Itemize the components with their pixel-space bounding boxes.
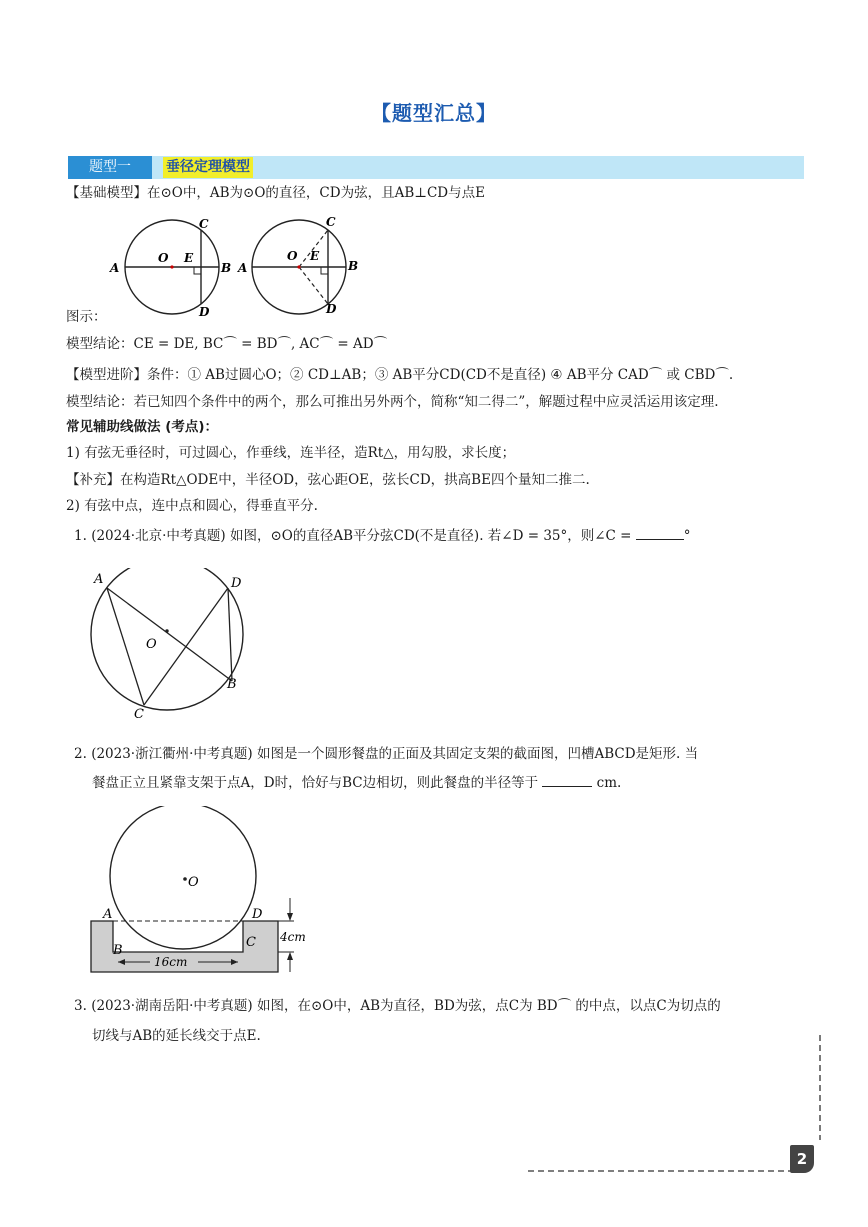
supplement-text: 【补充】在构造Rt△ODE中，半径OD，弦心距OE，弦长CD，拱高BE四个量知二推二.	[66, 472, 590, 488]
question-3-text-2: 切线与AB的延长线交于点E.	[92, 1028, 261, 1044]
page-corner-decoration	[520, 1035, 830, 1180]
fig2-label-d: D	[326, 302, 337, 316]
model-conclusion-2: 模型结论：若已知四个条件中的两个，那么可推出另外两个，简称“知二得二”，解题过程中应灵活运用该定理.	[66, 394, 719, 410]
question-2-figure	[88, 806, 313, 976]
fig4-label-d: D	[252, 907, 263, 922]
illustration-label: 图示：	[66, 309, 107, 325]
fig1-label-o: O	[158, 251, 169, 265]
question-2	[74, 744, 698, 764]
fig3-label-a: A	[94, 572, 104, 587]
page-title: 【题型汇总】	[371, 101, 497, 125]
question-1-text: 如图，⊙O的直径AB平分弦CD(不是直径). 若∠D = 35°，则∠C =	[229, 528, 632, 544]
fig1-label-c: C	[199, 217, 209, 231]
fig4-label-16cm: 16cm	[154, 955, 188, 969]
question-3	[74, 996, 721, 1016]
question-2-text: 如图是一个圆形餐盘的正面及其固定支架的截面图，凹槽ABCD是矩形. 当	[256, 746, 699, 762]
aux-heading: 常见辅助线做法 (考点)：	[66, 419, 219, 435]
aux-method-2: 2) 有弦中点，连中点和圆心，得垂直平分.	[66, 498, 318, 514]
question-3-number: 3.	[74, 998, 87, 1014]
section-name: 垂径定理模型	[163, 157, 253, 178]
fig3-label-o: O	[146, 637, 157, 652]
fig2-label-c: C	[326, 215, 336, 229]
question-1-figure	[84, 568, 254, 720]
fig4-label-a: A	[103, 907, 113, 922]
question-1-answer-blank[interactable]	[636, 539, 684, 540]
question-1-number: 1.	[74, 528, 87, 544]
fig2-label-a: A	[238, 261, 248, 275]
fig3-label-b: B	[227, 677, 237, 692]
basic-model-figures	[100, 210, 380, 318]
question-2-suffix: cm.	[596, 775, 622, 791]
question-1-source: (2024·北京·中考真题)	[91, 528, 226, 544]
fig2-label-o: O	[287, 249, 298, 263]
fig4-label-o: O	[188, 875, 199, 890]
page-number: 2	[790, 1145, 814, 1173]
question-2-text-2: 餐盘正立且紧靠支架于点A，D时，恰好与BC边相切，则此餐盘的半径等于	[92, 775, 539, 791]
fig3-label-c: C	[134, 707, 144, 720]
basic-model-text: 【基础模型】在⊙O中，AB为⊙O的直径，CD为弦，且AB⊥CD与点E	[66, 185, 485, 201]
fig1-label-e: E	[184, 251, 194, 265]
fig1-label-b: B	[221, 261, 232, 275]
fig1-label-a: A	[110, 261, 120, 275]
question-3-source: (2023·湖南岳阳·中考真题)	[91, 998, 253, 1014]
question-2-number: 2.	[74, 746, 87, 762]
fig1-label-d: D	[199, 305, 210, 318]
model-conclusion-1: 模型结论：CE = DE, BC⌒ = BD⌒, AC⌒ = AD⌒	[66, 336, 388, 352]
question-2-line-2	[92, 773, 621, 793]
fig4-label-c: C	[246, 935, 256, 950]
fig4-label-b: B	[113, 943, 123, 958]
fig2-label-b: B	[348, 259, 359, 273]
question-1	[74, 526, 691, 546]
fig2-label-e: E	[310, 249, 320, 263]
section-tag: 题型一	[68, 156, 152, 179]
question-3-line-2	[92, 1026, 261, 1046]
fig4-label-4cm: 4cm	[280, 930, 306, 944]
aux-method-1: 1) 有弦无垂径时，可过圆心，作垂线，连半径，造Rt△，用勾股，求长度；	[66, 445, 516, 461]
question-3-text: 如图，在⊙O中，AB为直径，BD为弦，点C为 BD⌒ 的中点，以点C为切点的	[256, 998, 721, 1014]
question-2-source: (2023·浙江衢州·中考真题)	[91, 746, 253, 762]
fig3-label-d: D	[231, 576, 242, 591]
question-2-answer-blank[interactable]	[542, 786, 592, 787]
model-advanced: 【模型进阶】条件：① AB过圆心O；② CD⊥AB；③ AB平分CD(CD不是直径) ④ AB平分 CAD⌒ 或 CBD⌒.	[66, 367, 734, 383]
question-1-suffix: °	[683, 528, 691, 544]
